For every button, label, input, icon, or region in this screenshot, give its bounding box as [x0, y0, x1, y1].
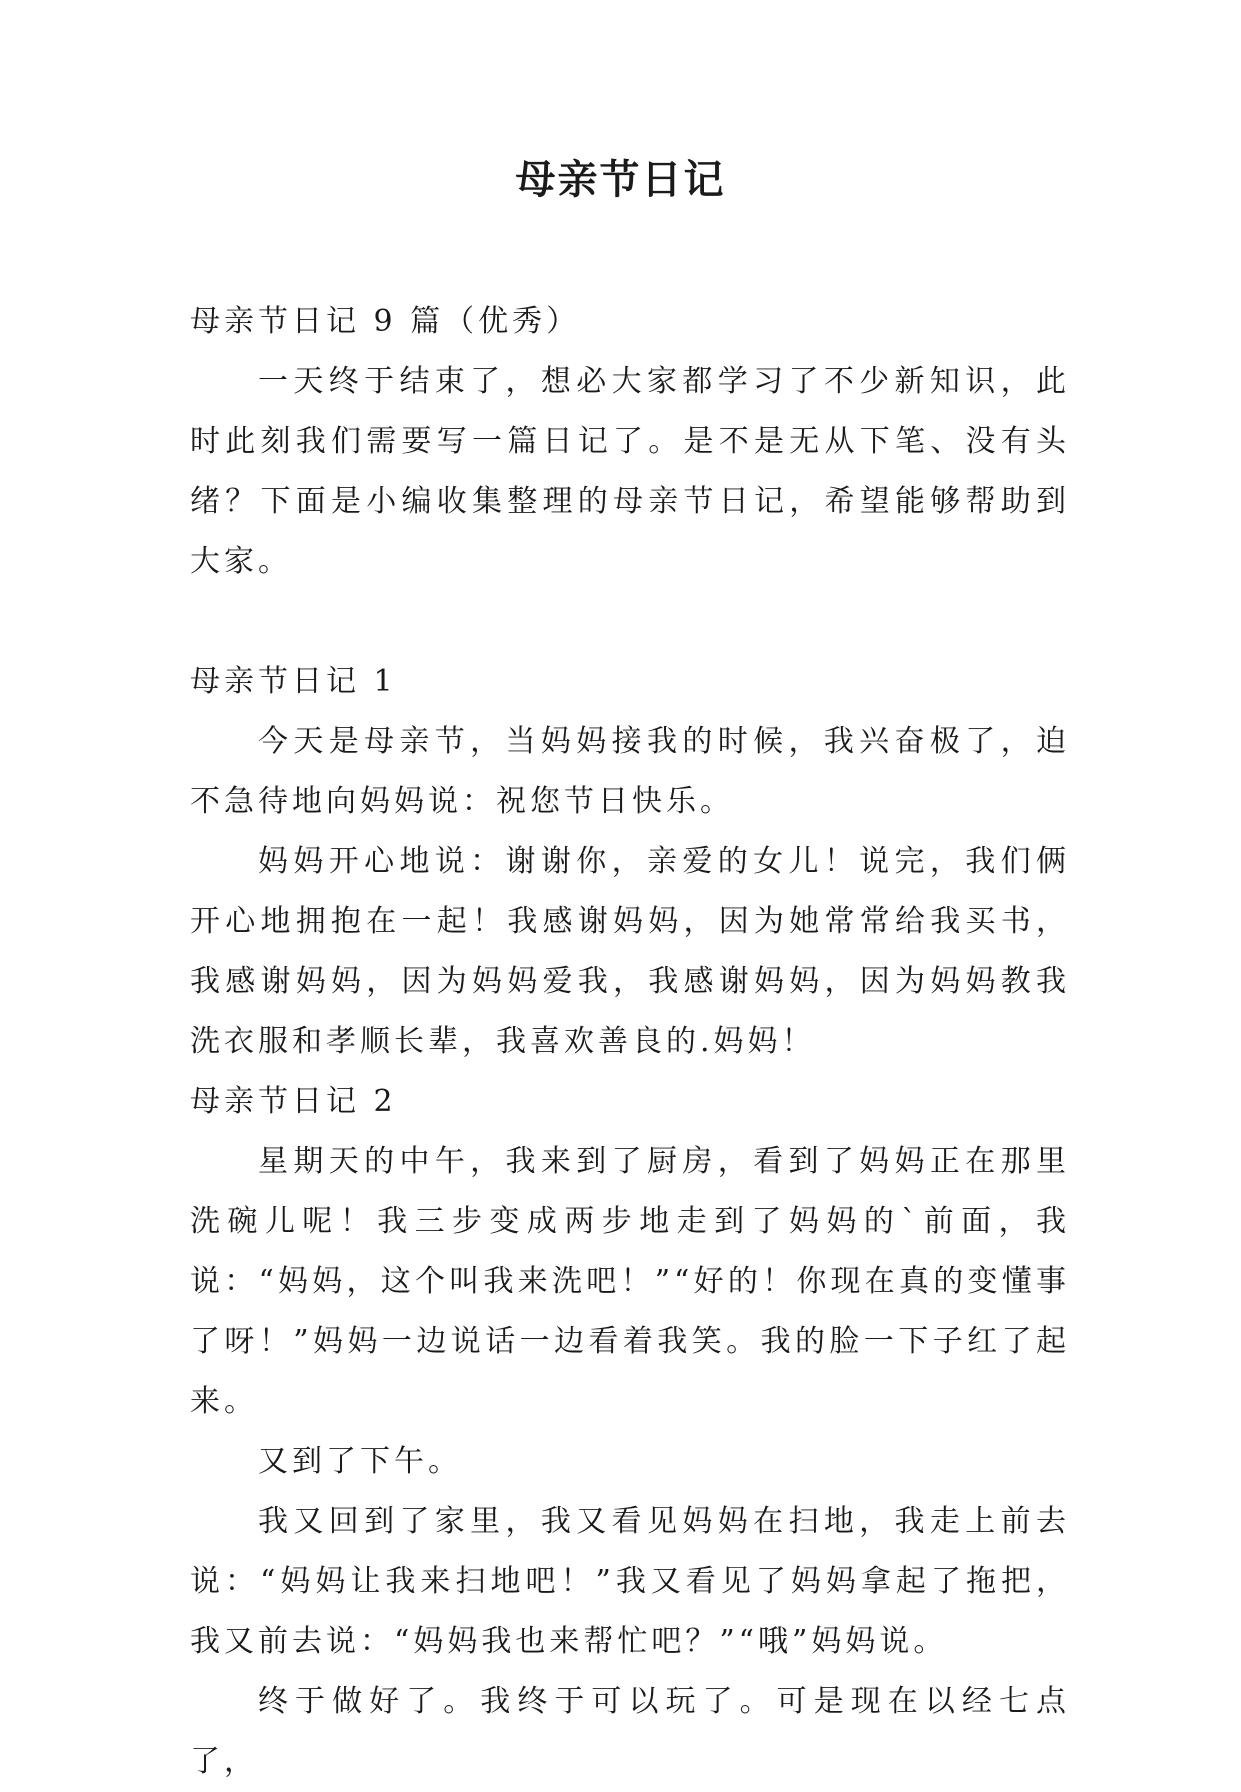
intro-paragraph: 一天终于结束了，想必大家都学习了不少新知识，此时此刻我们需要写一篇日记了。是不是无从下笔、没有头绪？下面是小编收集整理的母亲节日记，希望能够帮助到大家。 — [190, 364, 1070, 579]
entry-heading: 母亲节日记 2 — [190, 1084, 397, 1119]
entry-paragraph: 星期天的中午，我来到了厨房，看到了妈妈正在那里洗碗儿呢！我三步变成两步地走到了妈妈的`前面，我说：“妈妈，这个叫我来洗吧！”“好的！你现在真的变懂事了呀！”妈妈一边说话一边看着我笑。我的脸一下子红了起来。 — [190, 1144, 1070, 1419]
entry-paragraph: 妈妈开心地说：谢谢你，亲爱的女儿！说完，我们俩开心地拥抱在一起！我感谢妈妈，因为她常常给我买书，我感谢妈妈，因为妈妈爱我，我感谢妈妈，因为妈妈教我洗衣服和孝顺长辈，我喜欢善良的.妈妈！ — [190, 844, 1070, 1059]
entry-paragraph: 终于做好了。我终于可以玩了。可是现在以经七点了， — [190, 1684, 1070, 1779]
document-title: 母亲节日记 — [515, 157, 726, 203]
entry-paragraph: 我又回到了家里，我又看见妈妈在扫地，我走上前去说：“妈妈让我来扫地吧！”我又看见了妈妈拿起了拖把，我又前去说：“妈妈我也来帮忙吧？”“哦”妈妈说。 — [190, 1504, 1070, 1659]
document-body — [190, 292, 1070, 1792]
entry-paragraph: 今天是母亲节，当妈妈接我的时候，我兴奋极了，迫不急待地向妈妈说：祝您节日快乐。 — [190, 724, 1070, 819]
entry-paragraph: 又到了下午。 — [258, 1444, 462, 1479]
entry-heading: 母亲节日记 1 — [190, 664, 397, 699]
document-subtitle: 母亲节日记 9 篇（优秀） — [190, 304, 581, 339]
section-spacer — [190, 592, 1070, 652]
